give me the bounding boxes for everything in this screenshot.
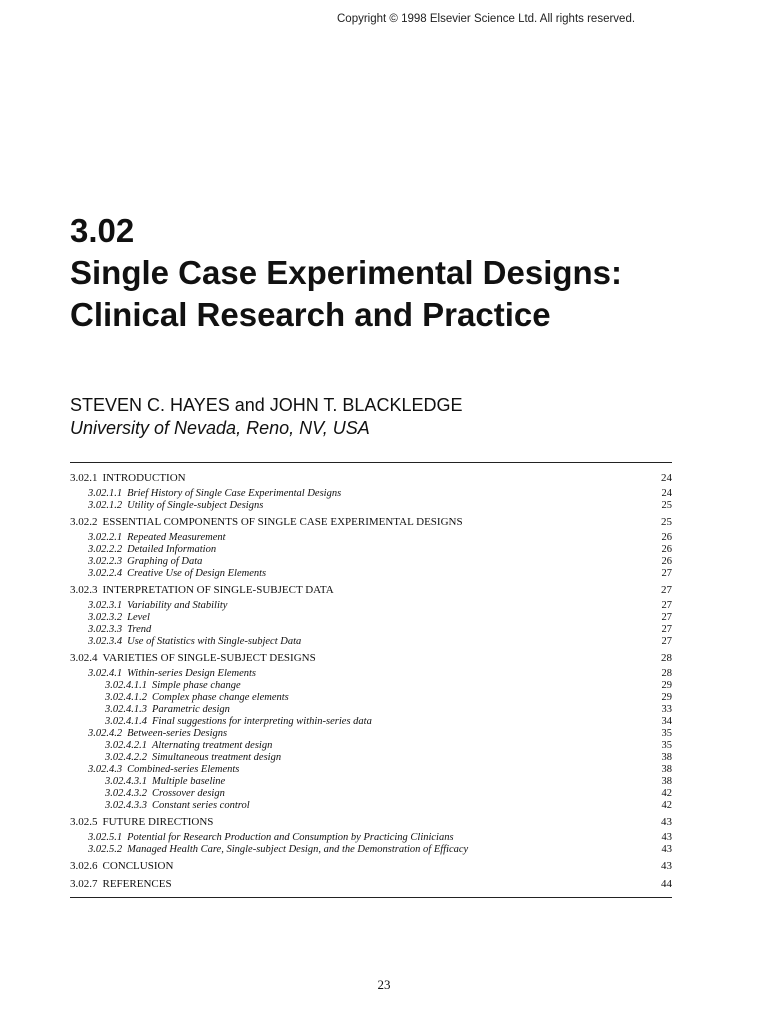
toc-entry-page: 27 (661, 612, 672, 623)
toc-entry-number: 3.02.1 (70, 472, 98, 484)
toc-entry (70, 692, 672, 704)
toc-entry (70, 815, 672, 830)
toc-entry-title: CONCLUSION (102, 860, 174, 872)
toc-entry-title: Combined-series Elements (127, 764, 240, 775)
toc-entry-title: Constant series control (152, 800, 250, 811)
toc-entry (70, 859, 672, 874)
toc-entry-title: ESSENTIAL COMPONENTS OF SINGLE CASE EXPERIMENTAL DESIGNS (102, 516, 463, 528)
toc-entry-number: 3.02.2.1 (88, 532, 123, 543)
toc-entry-page: 25 (661, 516, 672, 528)
toc-entry (70, 500, 672, 512)
toc-entry-number: 3.02.4.3.1 (105, 776, 147, 787)
toc-entry-title: Brief History of Single Case Experimental Designs (127, 488, 342, 499)
toc-entry-number: 3.02.2.3 (88, 556, 123, 567)
toc-entry-number: 3.02.4.3.3 (105, 800, 147, 811)
toc-entry-number: 3.02.4.2 (88, 728, 123, 739)
toc-entry-page: 27 (661, 600, 672, 611)
toc-entry-page: 42 (661, 800, 672, 811)
toc-entry-page: 42 (661, 788, 672, 799)
toc-entry (70, 515, 672, 530)
toc-entry (70, 668, 672, 680)
toc-entry (70, 764, 672, 776)
toc-entry-page: 27 (661, 636, 672, 647)
toc-entry-page: 26 (661, 532, 672, 543)
toc-entry-number: 3.02.4.1 (88, 668, 123, 679)
toc-entry (70, 728, 672, 740)
toc-entry (70, 636, 672, 648)
toc-entry-title: Complex phase change elements (152, 692, 289, 703)
toc-entry (70, 583, 672, 598)
toc-entry-page: 24 (661, 472, 672, 484)
toc-entry-number: 3.02.4.2.1 (105, 740, 147, 751)
toc-entry-page: 25 (661, 500, 672, 511)
toc-entry-page: 34 (661, 716, 672, 727)
toc-entry-page: 29 (661, 692, 672, 703)
page-number: 23 (377, 977, 391, 992)
toc-entry-title: Alternating treatment design (152, 740, 273, 751)
toc-entry-title: Final suggestions for interpreting within-series data (152, 716, 372, 727)
toc-entry-page: 27 (661, 568, 672, 579)
toc-entry-title: Managed Health Care, Single-subject Design, and the Demonstration of Efficacy (127, 844, 469, 855)
toc-entry-page: 35 (661, 728, 672, 739)
toc-entry-number: 3.02.3 (70, 584, 98, 596)
toc-entry-number: 3.02.2 (70, 516, 98, 528)
author-affiliation: University of Nevada, Reno, NV, USA (70, 418, 370, 438)
toc-entry-title: Potential for Research Production and Consumption by Practicing Clinicians (127, 832, 454, 843)
toc-entry-number: 3.02.4 (70, 652, 98, 664)
toc-entry-title: Detailed Information (127, 544, 217, 555)
toc-entry-title: Simultaneous treatment design (152, 752, 282, 763)
toc-entry-title: Repeated Measurement (127, 532, 226, 543)
toc-entry-page: 38 (661, 752, 672, 763)
toc-entry-number: 3.02.2.4 (88, 568, 123, 579)
toc-entry-title: INTRODUCTION (102, 472, 186, 484)
toc-entry (70, 704, 672, 716)
toc-entry-number: 3.02.4.1.3 (105, 704, 147, 715)
toc-entry-number: 3.02.3.1 (88, 600, 123, 611)
toc-entry-number: 3.02.3.4 (88, 636, 123, 647)
toc-entry-page: 28 (661, 668, 672, 679)
toc-bottom-rule (70, 897, 672, 898)
chapter-title: Single Case Experimental Designs: Clinical Research and Practice (70, 254, 623, 333)
toc-entry (70, 752, 672, 764)
toc-entry-page: 29 (661, 680, 672, 691)
toc-entry-title: Crossover design (152, 788, 225, 799)
toc-entry (70, 651, 672, 666)
toc-entry-title: Use of Statistics with Single-subject Data (127, 636, 302, 647)
toc-entry-title: Utility of Single-subject Designs (127, 500, 264, 511)
toc-entry-page: 24 (661, 488, 672, 499)
toc-entry-page: 38 (661, 764, 672, 775)
toc-entry (70, 556, 672, 568)
toc-entry (70, 844, 672, 856)
toc-entry-page: 44 (661, 878, 672, 890)
toc-entry-number: 3.02.5.2 (88, 844, 123, 855)
toc-entry-number: 3.02.4.3 (88, 764, 123, 775)
toc-entry-page: 27 (661, 584, 672, 596)
toc-entry-title: Simple phase change (152, 680, 241, 691)
toc-entry-title: Variability and Stability (127, 600, 228, 611)
toc-entry-page: 43 (661, 816, 672, 828)
toc-entry-number: 3.02.4.2.2 (105, 752, 147, 763)
toc-entry-number: 3.02.3.3 (88, 624, 123, 635)
toc-entry-title: REFERENCES (102, 878, 172, 890)
toc-entry-number: 3.02.1.1 (88, 488, 123, 499)
toc-entry (70, 624, 672, 636)
toc-entry-number: 3.02.6 (70, 860, 98, 872)
toc-entry-page: 26 (661, 556, 672, 567)
toc-entry-title: Graphing of Data (127, 556, 203, 567)
toc-entry-page: 33 (661, 704, 672, 715)
table-of-contents (70, 471, 672, 892)
toc-entry (70, 716, 672, 728)
toc-entry-title: VARIETIES OF SINGLE-SUBJECT DESIGNS (102, 652, 316, 664)
toc-entry-page: 43 (661, 844, 672, 855)
toc-entry-title: FUTURE DIRECTIONS (102, 816, 214, 828)
toc-entry (70, 612, 672, 624)
toc-entry (70, 532, 672, 544)
toc-entry-number: 3.02.3.2 (88, 612, 123, 623)
toc-top-rule (70, 462, 672, 463)
toc-entry (70, 776, 672, 788)
toc-entry-page: 43 (661, 860, 672, 872)
toc-entry (70, 740, 672, 752)
toc-entry-title: Within-series Design Elements (127, 668, 257, 679)
toc-entry-page: 27 (661, 624, 672, 635)
toc-entry-title: Parametric design (152, 704, 230, 715)
toc-entry-title: Trend (127, 624, 152, 635)
copyright-notice: Copyright © 1998 Elsevier Science Ltd. All rights reserved. (337, 13, 636, 25)
toc-entry-title: Between-series Designs (127, 728, 228, 739)
toc-entry-number: 3.02.4.1.4 (105, 716, 147, 727)
toc-entry (70, 877, 672, 892)
toc-entry (70, 680, 672, 692)
toc-entry-page: 26 (661, 544, 672, 555)
toc-entry-number: 3.02.1.2 (88, 500, 123, 511)
toc-entry-page: 43 (661, 832, 672, 843)
toc-entry-page: 28 (661, 652, 672, 664)
toc-entry-number: 3.02.5 (70, 816, 98, 828)
toc-entry-title: Level (127, 612, 150, 623)
toc-entry (70, 471, 672, 486)
toc-entry-title: INTERPRETATION OF SINGLE-SUBJECT DATA (102, 584, 334, 596)
toc-entry-number: 3.02.4.1.1 (105, 680, 147, 691)
chapter-number: 3.02 (70, 212, 135, 249)
toc-entry (70, 568, 672, 580)
toc-entry-number: 3.02.4.3.2 (105, 788, 147, 799)
toc-entry-number: 3.02.2.2 (88, 544, 123, 555)
toc-entry-title: Creative Use of Design Elements (127, 568, 267, 579)
toc-entry-page: 38 (661, 776, 672, 787)
toc-entry-number: 3.02.4.1.2 (105, 692, 147, 703)
toc-entry (70, 488, 672, 500)
toc-entry-page: 35 (661, 740, 672, 751)
toc-entry-number: 3.02.5.1 (88, 832, 123, 843)
chapter-authors: STEVEN C. HAYES and JOHN T. BLACKLEDGE (70, 395, 463, 415)
toc-entry (70, 544, 672, 556)
toc-entry (70, 600, 672, 612)
toc-entry-title: Multiple baseline (152, 776, 226, 787)
toc-entry-number: 3.02.7 (70, 878, 98, 890)
toc-entry (70, 788, 672, 800)
toc-entry (70, 800, 672, 812)
toc-entry (70, 832, 672, 844)
